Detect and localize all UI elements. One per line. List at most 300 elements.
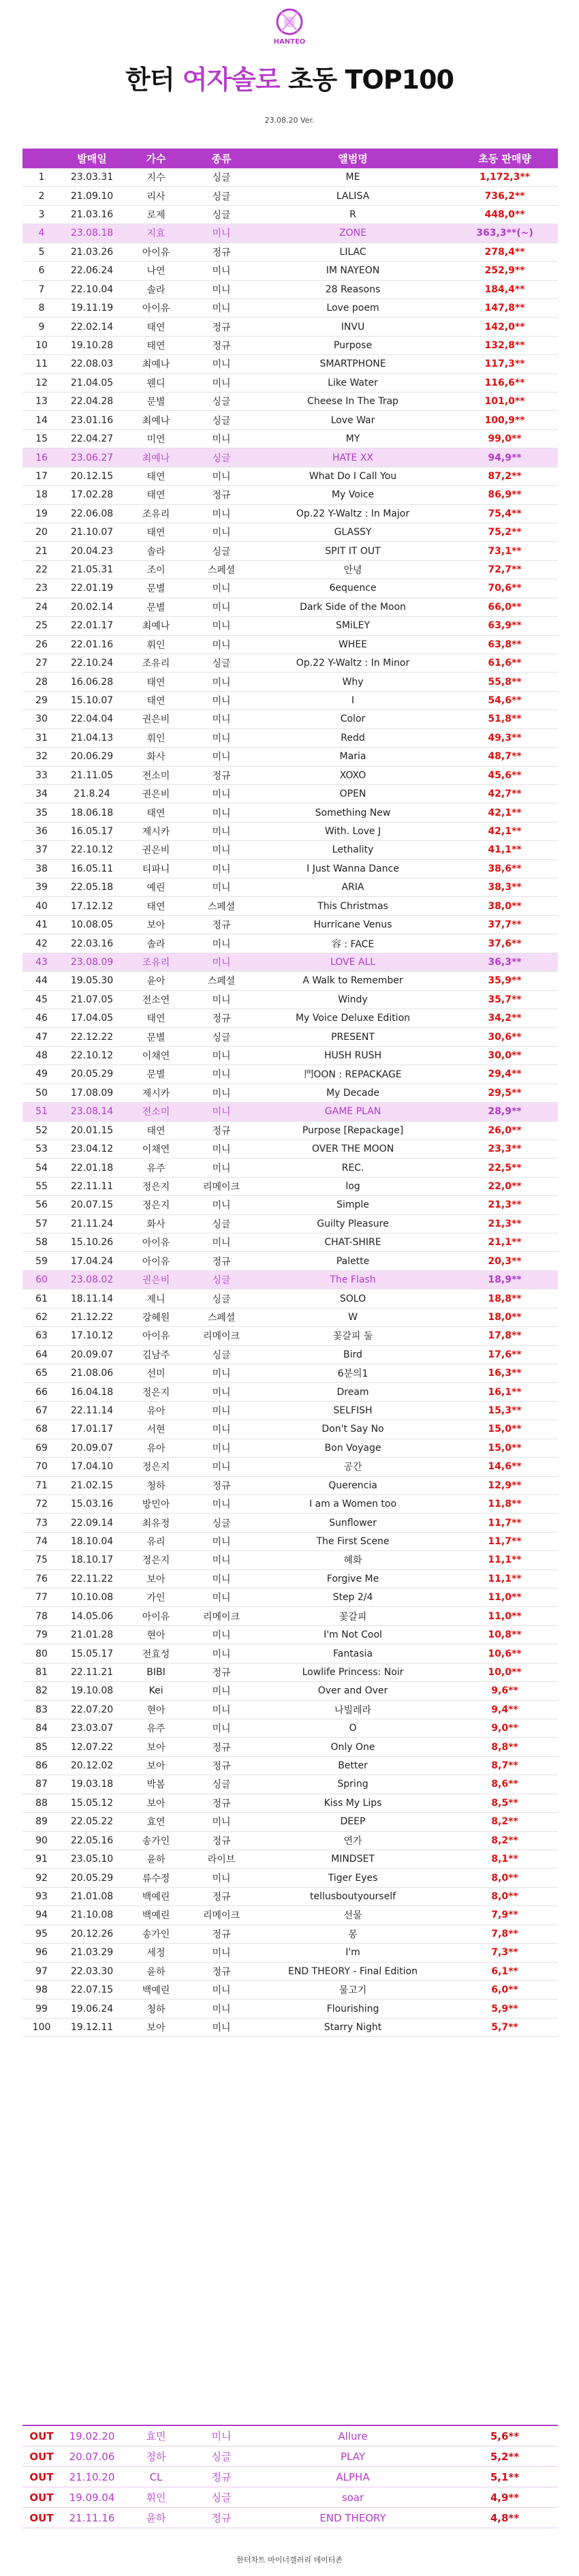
cell-sales: 6,1** (491, 1965, 518, 1977)
cell-sales: 11,7** (488, 1536, 522, 1547)
cell-album: Color (340, 714, 366, 725)
cell-date: 21.08.06 (70, 1368, 114, 1379)
cell-date: 22.03.30 (70, 1965, 114, 1977)
cell-rank: 14 (35, 414, 48, 426)
cell-sales: 11,1** (488, 1573, 522, 1584)
cell-rank: 75 (35, 1554, 48, 1566)
cell-date: 20.02.14 (70, 601, 114, 613)
col-artist: 가수 (146, 153, 166, 165)
table-row (22, 841, 558, 859)
cell-album: END THEORY - Final Edition (288, 1965, 418, 1977)
cell-sales: 37,6** (488, 938, 522, 949)
cell-album: I am a Women too (309, 1499, 397, 1510)
cell-date: 10.10.08 (70, 1592, 114, 1604)
cell-type: 미니 (212, 471, 231, 482)
cell-artist: 정은지 (142, 1555, 170, 1567)
cell-date: 22.08.03 (70, 358, 114, 370)
cell-type: 미니 (212, 677, 231, 688)
cell-artist: 휘인 (146, 639, 166, 651)
cell-type: 미니 (212, 303, 231, 315)
table-row (22, 1103, 558, 1121)
table-row (22, 2019, 558, 2037)
cell-artist: 최유정 (142, 1518, 170, 1529)
cell-date: 23.03.31 (70, 172, 114, 183)
table-row (22, 1009, 558, 1028)
cell-artist: 조유리 (142, 658, 170, 670)
cell-type: 리메이크 (202, 1331, 240, 1343)
cell-album: Fantasia (332, 1648, 373, 1659)
cell-type: 싱글 (212, 1518, 231, 1529)
cell-album: CHAT-SHIRE (324, 1237, 381, 1248)
cell-type: 미니 (212, 1948, 231, 1959)
cell-date: 23.08.09 (70, 956, 114, 968)
cell-rank: 56 (35, 1199, 48, 1211)
cell-type: 스페셜 (207, 1312, 236, 1323)
cell-sales: 22,5** (488, 1162, 522, 1174)
col-type: 종류 (211, 153, 232, 165)
cell-sales: 16,3** (488, 1368, 522, 1379)
cell-rank: 78 (35, 1610, 48, 1622)
table-row (22, 1925, 558, 1944)
cell-rank: 30 (35, 714, 48, 725)
cell-date: 21.10.08 (70, 1910, 114, 1921)
table-row (22, 1233, 558, 1252)
cell-date: 22.10.04 (70, 283, 114, 295)
cell-type: 미니 (212, 434, 231, 446)
cell-rank: 67 (35, 1405, 48, 1417)
cell-rank: 19 (35, 508, 48, 519)
cell-album: Starry Night (324, 2021, 382, 2033)
cell-album: IM NAYEON (326, 265, 380, 277)
cell-sales: 9,6** (491, 1685, 518, 1697)
col-album: 앨범명 (338, 153, 368, 165)
cell-rank: 44 (35, 975, 48, 987)
table-row (22, 281, 558, 299)
cell-album: I'm (345, 1947, 360, 1959)
cell-date: 23.08.02 (70, 1274, 114, 1286)
cell-album: Only One (330, 1741, 375, 1753)
cell-artist: 정은지 (142, 1181, 170, 1193)
cell-rank: 72 (35, 1499, 48, 1510)
cell-rank: 83 (35, 1704, 48, 1715)
cell-date: 21.03.29 (70, 1947, 114, 1959)
cell-rank: 20 (35, 527, 48, 538)
cell-date: 16.05.17 (70, 825, 114, 837)
cell-album: MINDSET (331, 1854, 375, 1865)
cell-type: 싱글 (212, 1779, 231, 1791)
cell-artist: 전소연 (142, 994, 170, 1006)
cell-type: 미니 (212, 826, 231, 838)
cell-date: 17.04.05 (70, 1013, 114, 1024)
cell-album: With. Love J (324, 825, 381, 837)
out-row (22, 2467, 558, 2487)
cell-date: 22.10.12 (70, 844, 114, 856)
cell-sales: 5,9** (491, 2003, 518, 2014)
cell-date: 23.03.07 (70, 1723, 114, 1734)
out-cell-date: 20.07.06 (69, 2450, 115, 2463)
cell-date: 22.01.16 (70, 639, 114, 650)
cell-artist: 가인 (146, 1593, 166, 1604)
table-row (22, 523, 558, 542)
cell-type: 미니 (212, 883, 231, 894)
cell-artist: 제시카 (142, 1088, 170, 1099)
cell-rank: 71 (35, 1479, 48, 1491)
cell-artist: 정은지 (142, 1462, 170, 1473)
cell-rank: 38 (35, 863, 48, 874)
cell-album: ZONE (339, 228, 366, 239)
cell-rank: 64 (35, 1349, 48, 1360)
cell-album: GAME PLAN (324, 1106, 381, 1118)
cell-rank: 86 (35, 1760, 48, 1772)
cell-rank: 8 (38, 303, 45, 314)
cell-date: 22.05.16 (70, 1835, 114, 1846)
cell-album: log (345, 1180, 360, 1192)
out-cell-date: 19.09.04 (69, 2491, 115, 2504)
cell-rank: 95 (35, 1928, 48, 1939)
cell-sales: 36,3** (488, 956, 522, 968)
table-row (22, 1514, 558, 1532)
table-row (22, 1346, 558, 1364)
cell-artist: 백예린 (142, 1910, 170, 1922)
cell-sales: 8,7** (491, 1760, 518, 1772)
cell-type: 미니 (212, 1985, 231, 1997)
cell-album: Dream (337, 1386, 369, 1398)
table-row (22, 1832, 558, 1850)
out-row (22, 2508, 558, 2528)
cell-type: 미니 (212, 284, 231, 296)
cell-album: 물고기 (339, 1985, 367, 1997)
cell-rank: 9 (38, 321, 45, 333)
cell-rank: 69 (35, 1442, 48, 1454)
cell-rank: 39 (35, 882, 48, 893)
table-row (22, 1963, 558, 1981)
cell-date: 22.07.20 (70, 1704, 114, 1715)
cell-date: 20.04.23 (70, 545, 114, 557)
cell-sales: 66,0** (488, 601, 522, 613)
cell-sales: 75,2** (488, 527, 522, 538)
cell-sales: 17,6** (488, 1349, 522, 1360)
cell-type: 정규 (212, 770, 231, 782)
table-row (22, 1065, 558, 1084)
cell-type: 미니 (212, 1686, 231, 1698)
cell-type: 싱글 (212, 1275, 231, 1287)
cell-album: XOXO (339, 769, 366, 781)
cell-album: 6분의1 (337, 1368, 369, 1380)
cell-sales: 42,1** (488, 825, 522, 837)
table-row (22, 411, 558, 429)
cell-artist: 태연 (146, 696, 166, 707)
cell-album: Why (342, 676, 364, 688)
cell-type: 정규 (212, 1667, 231, 1678)
table-row (22, 505, 558, 523)
cell-sales: 1,172,3** (480, 172, 530, 183)
cell-sales: 42,7** (488, 788, 522, 800)
cell-date: 14.05.06 (70, 1610, 114, 1622)
cell-album: Guilty Pleasure (317, 1218, 389, 1229)
cell-sales: 99,0** (488, 433, 522, 445)
cell-rank: 21 (35, 545, 48, 557)
cell-type: 정규 (212, 1013, 231, 1025)
cell-album: Love poem (326, 303, 379, 314)
cell-type: 미니 (212, 696, 231, 707)
cell-album: 몽 (348, 1929, 358, 1940)
cell-artist: 보아 (146, 1574, 166, 1585)
cell-sales: 35,9** (488, 975, 522, 987)
cell-album: A Walk to Remember (302, 975, 403, 987)
cell-rank: 36 (35, 825, 48, 837)
cell-album: LILAC (339, 246, 366, 258)
cell-date: 20.06.29 (70, 751, 114, 763)
table-row (22, 991, 558, 1009)
cell-rank: 85 (35, 1741, 48, 1753)
cell-sales: 34,2** (488, 1013, 522, 1024)
cell-album: What Do I Call You (309, 470, 397, 482)
cell-date: 15.05.17 (70, 1648, 114, 1659)
cell-rank: 43 (35, 956, 48, 968)
cell-date: 15.03.16 (70, 1499, 114, 1510)
cell-date: 22.10.24 (70, 658, 114, 669)
cell-artist: 최예나 (142, 621, 170, 632)
cell-date: 18.06.18 (70, 807, 114, 818)
cell-type: 미니 (212, 1088, 231, 1099)
cell-artist: 송가인 (142, 1835, 170, 1847)
cell-album: Lethality (332, 844, 374, 856)
cell-type: 미니 (212, 789, 231, 801)
cell-type: 미니 (212, 1406, 231, 1417)
cell-sales: 73,1** (488, 545, 522, 557)
out-cell-album: END THEORY (319, 2511, 386, 2524)
cell-sales: 8,1** (491, 1854, 518, 1865)
cell-type: 미니 (212, 1387, 231, 1398)
cell-rank: 2 (38, 190, 45, 202)
table-row (22, 1999, 558, 2018)
cell-date: 21.11.05 (70, 769, 114, 781)
cell-type: 미니 (212, 1593, 231, 1604)
cell-date: 22.04.28 (70, 396, 114, 408)
cell-type: 정규 (212, 247, 231, 258)
cell-type: 미니 (212, 1555, 231, 1567)
cell-sales: 35,7** (488, 994, 522, 1005)
cell-album: O (349, 1723, 357, 1734)
cell-artist: 문별 (146, 602, 166, 613)
cell-type: 정규 (212, 1929, 231, 1940)
cell-album: Querencia (328, 1479, 377, 1491)
table-row (22, 1252, 558, 1270)
cell-date: 21.03.26 (70, 246, 114, 258)
cell-date: 22.12.22 (70, 1031, 114, 1043)
cell-rank: 50 (35, 1087, 48, 1099)
cell-date: 18.11.14 (70, 1293, 114, 1304)
table-row (22, 206, 558, 224)
cell-rank: 65 (35, 1368, 48, 1379)
cell-album: SPIT IT OUT (325, 545, 381, 557)
cell-date: 22.01.19 (70, 583, 114, 594)
cell-sales: 18,0** (488, 1311, 522, 1323)
cell-album: 容 : FACE (331, 938, 375, 950)
cell-date: 23.08.14 (70, 1106, 114, 1118)
cell-rank: 32 (35, 751, 48, 763)
cell-sales: 11,8** (488, 1499, 522, 1510)
cell-rank: 90 (35, 1835, 48, 1846)
cell-album: Lowlife Princess: Noir (302, 1666, 404, 1678)
cell-rank: 100 (32, 2021, 51, 2033)
table-row (22, 1719, 558, 1738)
cell-album: tellusboutyourself (309, 1891, 396, 1903)
cell-type: 미니 (212, 359, 231, 371)
cell-sales: 70,6** (488, 583, 522, 594)
cell-sales: 101,0** (484, 396, 525, 408)
cell-artist: 나연 (146, 266, 166, 277)
cell-rank: 58 (35, 1237, 48, 1248)
cell-rank: 37 (35, 844, 48, 856)
cell-rank: 66 (35, 1386, 48, 1398)
cell-artist: 이채연 (142, 1051, 170, 1062)
cell-rank: 54 (35, 1162, 48, 1174)
cell-sales: 8,0** (491, 1872, 518, 1884)
cell-date: 21.09.10 (70, 190, 114, 202)
cell-sales: 38,0** (488, 900, 522, 912)
cell-type: 스페셜 (207, 901, 236, 913)
table-row (22, 1458, 558, 1476)
cell-date: 19.12.11 (70, 2021, 114, 2033)
cell-artist: 윤하 (146, 1854, 166, 1866)
cell-date: 20.09.07 (70, 1349, 114, 1360)
cell-rank: 77 (35, 1592, 48, 1604)
cell-date: 19.11.19 (70, 303, 114, 314)
table-row (22, 617, 558, 635)
table-row (22, 1495, 558, 1514)
cell-sales: 100,9** (484, 414, 525, 426)
cell-date: 22.07.15 (70, 1984, 114, 1996)
cell-type: 미니 (212, 527, 231, 539)
cell-album: I Just Wanna Dance (307, 863, 399, 874)
cell-artist: 태연 (146, 677, 166, 688)
cell-sales: 116,6** (484, 377, 525, 388)
out-cell-artist: CL (149, 2470, 163, 2483)
table-row (22, 243, 558, 262)
cell-artist: 문별 (146, 1069, 166, 1081)
ranking-table (22, 149, 558, 2037)
cell-album: MY (345, 433, 360, 445)
cell-type: 미니 (212, 228, 231, 240)
cell-date: 23.01.16 (70, 414, 114, 426)
cell-artist: 웬디 (146, 378, 166, 389)
table-row (22, 767, 558, 785)
cell-rank: 98 (35, 1984, 48, 1996)
out-cell-artist: 휘인 (146, 2491, 166, 2504)
cell-type: 미니 (212, 1630, 231, 1642)
cell-type: 정규 (212, 1761, 231, 1773)
table-row (22, 729, 558, 748)
cell-rank: 47 (35, 1031, 48, 1043)
cell-sales: 72,7** (488, 564, 522, 576)
table-row (22, 692, 558, 710)
cell-rank: 89 (35, 1816, 48, 1828)
table-row (22, 860, 558, 878)
cell-sales: 63,9** (488, 620, 522, 632)
cell-rank: 11 (35, 358, 48, 370)
cell-album: Dark Side of the Moon (300, 601, 406, 613)
table-row (22, 262, 558, 280)
cell-sales: 278,4** (484, 246, 525, 258)
cell-type: 미니 (212, 1723, 231, 1735)
cell-artist: 아이유 (142, 247, 170, 258)
table-row (22, 1850, 558, 1869)
cell-sales: 55,8** (488, 676, 522, 688)
cell-sales: 21,1** (488, 1237, 522, 1248)
table-row (22, 654, 558, 673)
cell-album: I (351, 695, 355, 707)
cell-date: 17.04.24 (70, 1255, 114, 1267)
out-cell-album: soar (341, 2491, 364, 2504)
cell-rank: 49 (35, 1069, 48, 1080)
cell-sales: 8,8** (491, 1741, 518, 1753)
cell-date: 22.01.17 (70, 620, 114, 632)
cell-type: 정규 (212, 1798, 231, 1809)
cell-artist: 효연 (146, 1817, 166, 1828)
table-row (22, 598, 558, 617)
cell-type: 미니 (212, 378, 231, 389)
cell-date: 17.02.28 (70, 489, 114, 501)
cell-date: 16.06.28 (70, 676, 114, 688)
cell-rank: 12 (35, 377, 48, 388)
cell-sales: 448,0** (484, 209, 525, 221)
cell-rank: 7 (38, 283, 45, 295)
cell-date: 15.10.07 (70, 695, 114, 707)
cell-rank: 48 (35, 1050, 48, 1062)
cell-date: 22.06.08 (70, 508, 114, 519)
cell-sales: 9,0** (491, 1723, 518, 1734)
cell-type: 정규 (212, 322, 231, 333)
cell-type: 싱글 (212, 453, 231, 464)
cell-rank: 1 (38, 172, 45, 183)
cell-type: 미니 (212, 1574, 231, 1585)
cell-rank: 62 (35, 1311, 48, 1323)
cell-type: 싱글 (212, 1218, 231, 1230)
cell-sales: 42,1** (488, 807, 522, 818)
cell-rank: 63 (35, 1330, 48, 1342)
cell-rank: 73 (35, 1517, 48, 1529)
cell-sales: 184,4** (484, 283, 525, 295)
cell-date: 22.09.14 (70, 1517, 114, 1529)
cell-date: 21.04.13 (70, 732, 114, 743)
cell-rank: 91 (35, 1854, 48, 1865)
cell-artist: 제니 (146, 1293, 166, 1305)
cell-type: 미니 (212, 2004, 231, 2015)
cell-type: 미니 (212, 1107, 231, 1118)
page-title: 한터 여자솔로 초동 TOP100 (125, 65, 454, 95)
cell-date: 20.07.15 (70, 1199, 114, 1211)
table-row (22, 1122, 558, 1140)
cell-sales: 15,0** (488, 1442, 522, 1454)
cell-artist: 현아 (146, 1630, 166, 1642)
cell-sales: 18,8** (488, 1293, 522, 1304)
cell-album: 공간 (343, 1462, 362, 1473)
cell-album: Tiger Eyes (328, 1872, 378, 1884)
cell-artist: 솔라 (146, 546, 166, 557)
cell-date: 16.05.11 (70, 863, 114, 874)
cell-album: 안녕 (343, 565, 362, 577)
cell-sales: 51,8** (488, 714, 522, 725)
cell-date: 19.10.08 (70, 1685, 114, 1697)
cell-type: 리메이크 (202, 1611, 240, 1623)
cell-artist: 태연 (146, 901, 166, 913)
cell-sales: 10,0** (488, 1666, 522, 1678)
table-row (22, 1402, 558, 1420)
cell-album: Redd (341, 732, 365, 743)
cell-album: 꽃갈피 둘 (332, 1331, 373, 1343)
cell-type: 미니 (212, 994, 231, 1006)
